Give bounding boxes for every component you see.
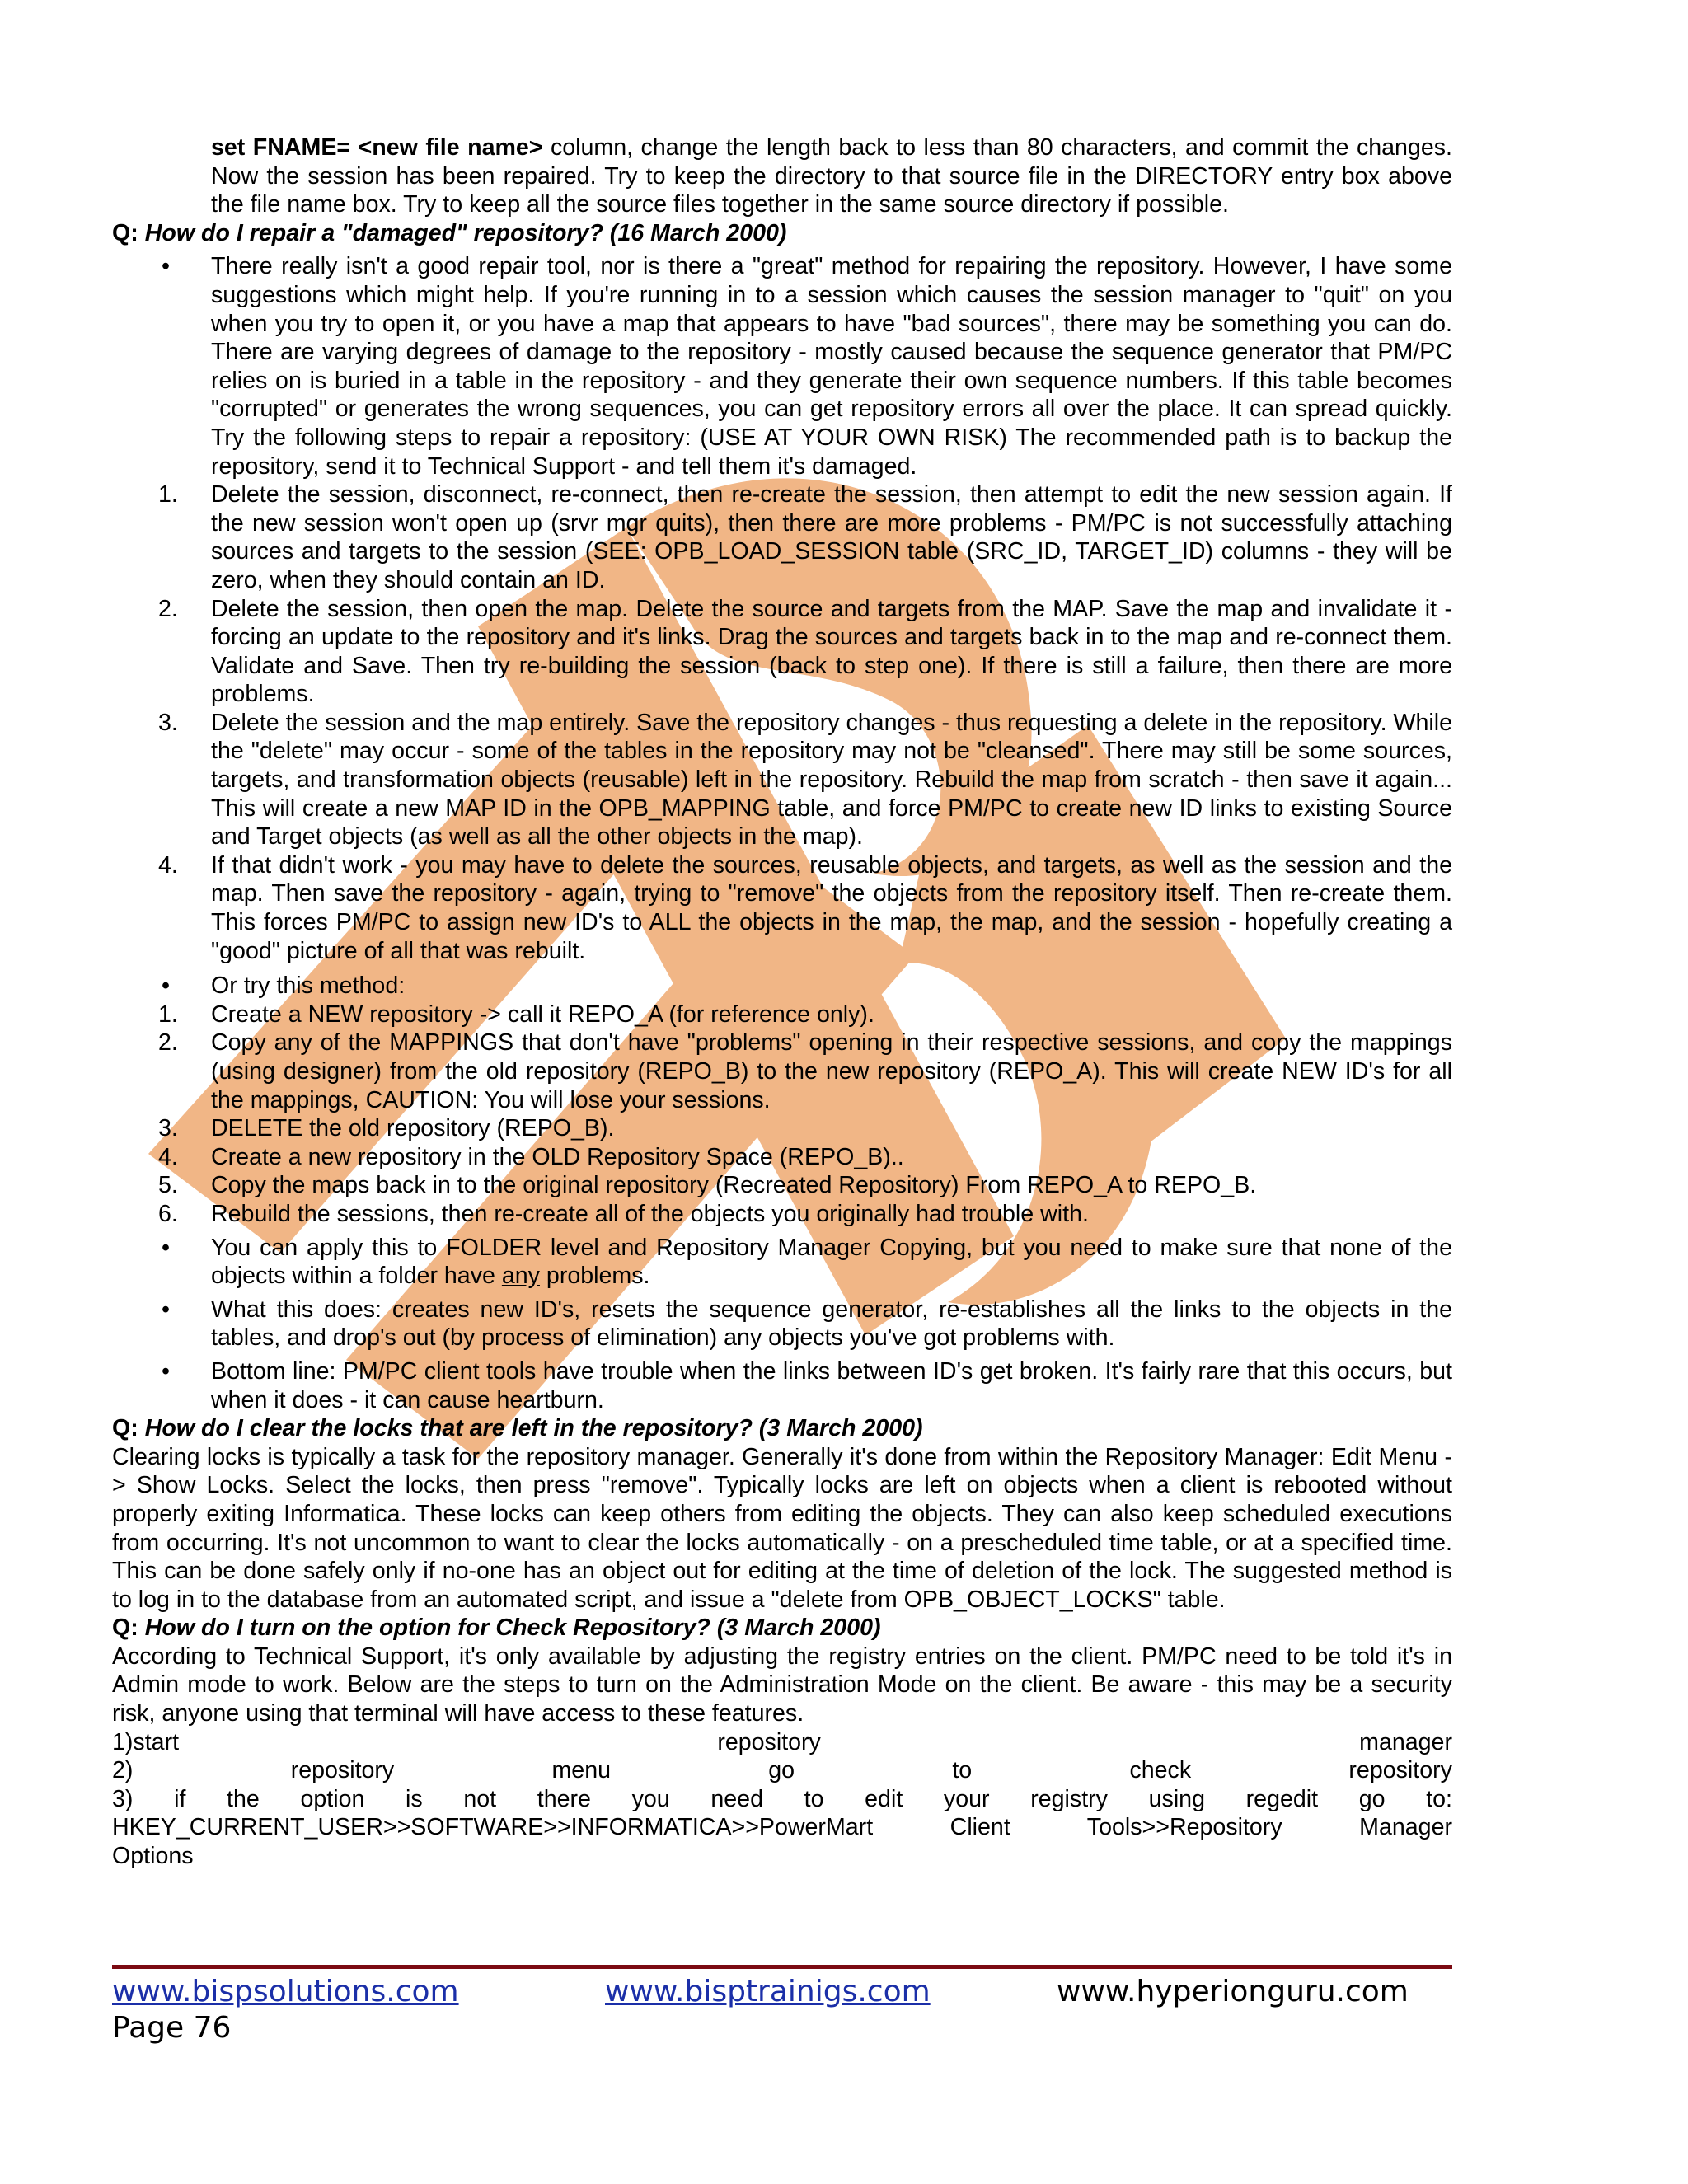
- footer-link-bisptrainigs[interactable]: www.bisptrainigs.com: [605, 1975, 931, 2008]
- question-3-heading: [112, 1614, 1452, 1643]
- page-number: Page 76: [112, 2011, 232, 2045]
- list-item: [112, 851, 1452, 965]
- list-text: Create a NEW repository -> call it REPO_A (for reference only).: [211, 1001, 874, 1028]
- list-number: 4.: [158, 851, 178, 879]
- list-text: Rebuild the sessions, then re-create all of the objects you originally had trouble with.: [211, 1200, 1089, 1227]
- bullet-marker: •: [162, 1234, 171, 1261]
- list-text: Copy any of the MAPPINGS that don't have "problems" opening in their respective sessions, and copy the mappings (using designer) from the old repository (REPO_B) to the new repository (REPO_A). This will create NEW ID's for all the mappings, CAUTION: You will lose your sessions.: [211, 1029, 1452, 1113]
- list-item: [112, 1200, 1452, 1229]
- step-word: check: [1129, 1757, 1192, 1784]
- bullet-item: [112, 252, 1452, 480]
- bullet-text: [211, 1234, 1452, 1291]
- list-text: DELETE the old repository (REPO_B).: [211, 1115, 615, 1142]
- q-prefix: Q:: [112, 1415, 138, 1442]
- list-item: [112, 709, 1452, 851]
- bullet-item: [112, 1234, 1452, 1291]
- top-paragraph: [112, 134, 1452, 219]
- step-line-2: [112, 1756, 1452, 1785]
- list-item: [112, 1143, 1452, 1172]
- bullet-text: There really isn't a good repair tool, nor is there a "great" method for repairing the repository. However, I have some suggestions which might help. If you're running in to a session which causes the session manager to "quit" on you when you try to open it, or you have a map that appears to have "bad sources", there may be something you can do. There are varying degrees of damage to the repository - mostly caused because the sequence generator that PM/PC relies on is buried in a table in the repository - and they generate their own sequence numbers. If this table becomes "corrupted" or generates the wrong sequences, you can get repository errors all over the place. It can spread quickly. Try the following steps to repair a repository: (USE AT YOUR OWN RISK) The recommended path is to backup the repository, send it to Technical Support - and tell them it's damaged.: [211, 253, 1452, 480]
- list-number: 2.: [158, 1029, 178, 1057]
- bullet-text: Bottom line: PM/PC client tools have trouble when the links between ID's get broken. It's fairly rare that this occurs, but when it does - it can cause heartburn.: [211, 1357, 1452, 1413]
- footer-rule: [112, 1965, 1452, 1969]
- list-number: 1.: [158, 1001, 178, 1028]
- bullet-text-part: problems.: [539, 1263, 650, 1290]
- step-word: 1)start: [112, 1728, 180, 1755]
- bullet-item: [112, 972, 1452, 1001]
- question-3-title: How do I turn on the option for Check Repository? (3 March 2000): [138, 1615, 881, 1642]
- list-item: [112, 1001, 1452, 1029]
- q-prefix: Q:: [112, 219, 138, 246]
- list-text: If that didn't work - you may have to delete the sources, reusable objects, and targets, as well as the session and the map. Then save the repository - again, trying to "remove" the objects from the repository itself. Then re-create them. This forces PM/PC to assign new ID's to ALL the objects in the map, the map, and the session - hopefully creating a "good" picture of all that was rebuilt.: [211, 851, 1452, 964]
- list-number: 5.: [158, 1172, 178, 1199]
- bullet-marker: •: [162, 1357, 171, 1385]
- question-1-heading: [112, 219, 1452, 248]
- list-item: [112, 1171, 1452, 1200]
- list-text: Copy the maps back in to the original repository (Recreated Repository) From REPO_A to REPO_B.: [211, 1172, 1257, 1199]
- step-word: repository: [1348, 1757, 1452, 1784]
- step-word: go: [768, 1757, 795, 1784]
- list-item: [112, 480, 1452, 594]
- bullet-text: Or try this method:: [211, 972, 406, 1000]
- q-prefix: Q:: [112, 1615, 138, 1642]
- list-number: 3.: [158, 1115, 178, 1142]
- bullet-marker: •: [162, 1296, 171, 1323]
- bullet-item: [112, 1296, 1452, 1352]
- question-2-body: Clearing locks is typically a task for the repository manager. Generally it's done from within the Repository Manager: Edit Menu -> Show Locks. Select the locks, then press "remove". Typically locks are left on objects when a client is rebooted without properly exiting Informatica. These locks can keep others from editing the objects. They can also keep scheduled executions from occurring. It's not uncommon to want to clear the locks automatically - on a prescheduled time table, or at a specified time. This can be done safely only if no-one has an object out for editing at the time of deletion of the lock. The suggested method is to log in to the database from an automated script, and issue a "delete from OPB_OBJECT_LOCKS" table.: [112, 1443, 1452, 1613]
- step-word: manager: [1359, 1728, 1452, 1755]
- step-word: 2): [112, 1757, 134, 1784]
- footer-link-bispsolutions[interactable]: www.bispsolutions.com: [112, 1975, 459, 2008]
- list-number: 6.: [158, 1200, 178, 1227]
- bullet-item: [112, 1357, 1452, 1414]
- list-item: [112, 1029, 1452, 1114]
- step-word: repository: [717, 1728, 821, 1755]
- list-number: 4.: [158, 1143, 178, 1170]
- step-line-4: Options: [112, 1843, 194, 1870]
- list-item: [112, 595, 1452, 709]
- question-1-title: How do I repair a "damaged" repository? (16 March 2000): [138, 219, 787, 246]
- question-3-body: According to Technical Support, it's only available by adjusting the registry entries on the client. PM/PC need to be told it's in Admin mode to work. Below are the steps to turn on the Administration Mode on the client. Be aware - this may be a security risk, anyone using that terminal will have access to these features.: [112, 1643, 1452, 1727]
- bullet-marker: •: [162, 253, 171, 280]
- bullet-marker: •: [162, 972, 171, 1000]
- step-word: menu: [551, 1757, 612, 1784]
- list-text: Delete the session and the map entirely. Save the repository changes - thus requesting a delete in the repository. While the "delete" may occur - some of the tables in the repository may not be "cleansed". There may still be some sources, targets, and transformation objects (reusable) left in the repository. Rebuild the map from scratch - then save it again... This will create a new MAP ID in the OPB_MAPPING table, and force PM/PC to create new ID links to existing Source and Target objects (as well as all the other objects in the map).: [211, 709, 1452, 851]
- list-text: Create a new repository in the OLD Repository Space (REPO_B)..: [211, 1143, 904, 1170]
- list-text: Delete the session, disconnect, re-connect, then re-create the session, then attempt to edit the new session again. If the new session won't open up (srvr mgr quits), then there are more problems - PM/PC is not successfully attaching sources and targets to the session (SEE: OPB_LOAD_SESSION table (SRC_ID, TARGET_ID) columns - they will be zero, when they should contain an ID.: [211, 481, 1452, 593]
- footer-site-hyperionguru: www.hyperionguru.com: [1057, 1975, 1409, 2008]
- list-number: 3.: [158, 709, 178, 736]
- document-body: [112, 134, 1452, 1871]
- step-word: repository: [290, 1757, 395, 1784]
- step-word: to: [952, 1757, 973, 1784]
- list-number: 1.: [158, 481, 178, 509]
- bullet-text-underlined: any: [501, 1263, 540, 1290]
- step-line-1: [112, 1728, 1452, 1757]
- list-item: [112, 1114, 1452, 1143]
- bullet-text: What this does: creates new ID's, resets the sequence generator, re-establishes all the links to the objects in the tables, and drop's out (by process of elimination) any objects you've got problems with.: [211, 1296, 1452, 1352]
- page-footer: [112, 1975, 1497, 2046]
- bullet-text-part: You can apply this to FOLDER level and Repository Manager Copying, but you need to make sure that none of the objects within a folder have: [211, 1234, 1452, 1290]
- top-paragraph-text: column, change the length back to less than 80 characters, and commit the changes. Now the session has been repaired. Try to keep the directory to that source file in the DIRECTORY entry box above the file name box. Try to keep all the source files together in the same source directory if possible.: [211, 134, 1452, 218]
- step-line-3: 3) if the option is not there you need to edit your registry using regedit go to: HKEY_CURRENT_USER>>SOFTWARE>>INFORMATICA>>PowerMart Client Tools>>Repository Manager: [112, 1785, 1452, 1841]
- list-number: 2.: [158, 595, 178, 622]
- question-2-heading: [112, 1414, 1452, 1443]
- list-text: Delete the session, then open the map. Delete the source and targets from the MAP. Save the map and invalidate it - forcing an update to the repository and it's links. Drag the sources and targets back in to the map and re-connect them. Validate and Save. Then try re-building the session (back to step one). If there is still a failure, then there are more problems.: [211, 595, 1452, 708]
- question-2-title: How do I clear the locks that are left in the repository? (3 March 2000): [138, 1415, 923, 1442]
- top-paragraph-bold: set FNAME= <new file name>: [211, 134, 543, 161]
